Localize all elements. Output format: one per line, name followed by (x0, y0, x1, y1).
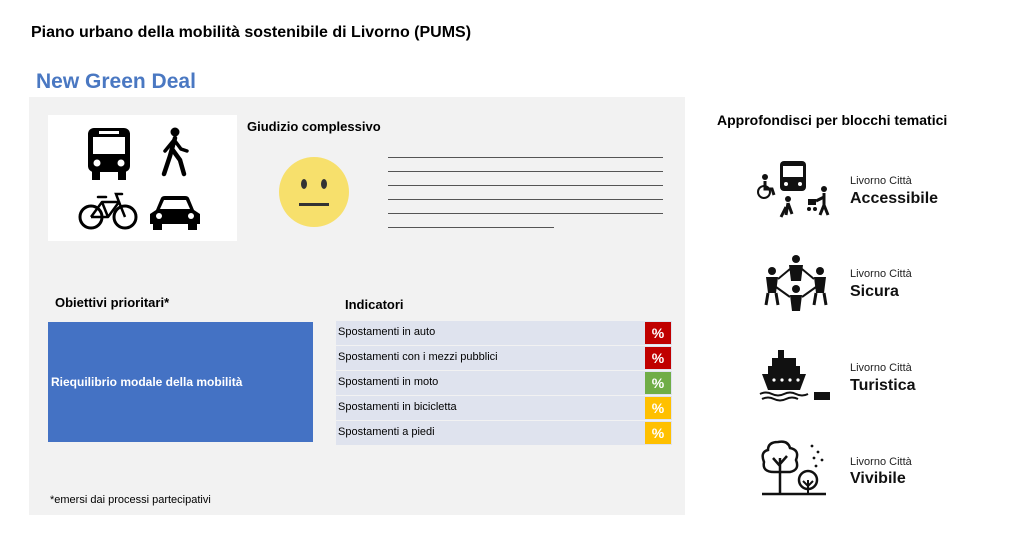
comment-line (388, 213, 663, 214)
indicator-badge: % (645, 397, 671, 419)
indicator-row (336, 371, 672, 395)
indicator-row (336, 396, 672, 420)
car-icon (148, 193, 202, 231)
theme-title[interactable]: Turistica (850, 377, 916, 394)
cruise-ship-icon[interactable] (756, 344, 836, 408)
indicator-label: Spostamenti in auto (338, 326, 436, 338)
indicator-badge: % (645, 372, 671, 394)
bicycle-icon (78, 191, 138, 231)
bus-icon (86, 127, 132, 181)
indicator-label: Spostamenti in bicicletta (338, 401, 457, 413)
theme-title[interactable]: Sicura (850, 283, 899, 300)
comment-line (388, 157, 663, 158)
thematic-blocks-title: Approfondisci per blocchi tematici (717, 112, 948, 128)
theme-small-label: Livorno Città (850, 175, 912, 187)
indicator-label: Spostamenti in moto (338, 376, 439, 388)
trees-icon[interactable] (756, 436, 836, 500)
indicator-row (336, 321, 672, 345)
overall-judgement-label: Giudizio complessivo (247, 119, 381, 134)
transport-icons-box (48, 115, 237, 241)
theme-small-label: Livorno Città (850, 456, 912, 468)
indicators-label: Indicatori (345, 297, 404, 312)
theme-small-label: Livorno Città (850, 362, 912, 374)
section-heading: New Green Deal (36, 70, 196, 93)
people-circle-icon[interactable] (756, 253, 836, 317)
accessibility-icon[interactable] (756, 157, 836, 221)
priority-goal-text: Riequilibrio modale della mobilità (51, 375, 243, 389)
theme-title[interactable]: Accessibile (850, 190, 939, 207)
indicator-label: Spostamenti a piedi (338, 426, 435, 438)
indicator-label: Spostamenti con i mezzi pubblici (338, 351, 498, 363)
theme-title[interactable]: Vivibile (850, 470, 906, 487)
indicator-row (336, 346, 672, 370)
indicator-badge: % (645, 422, 671, 444)
comment-line (388, 227, 554, 228)
indicator-badge: % (645, 347, 671, 369)
pedestrian-icon (158, 127, 190, 177)
comment-line (388, 185, 663, 186)
indicator-badge: % (645, 322, 671, 344)
comment-line (388, 199, 663, 200)
document-title: Piano urbano della mobilità sostenibile di Livorno (PUMS) (31, 24, 472, 41)
priority-goal-box (48, 322, 313, 442)
neutral-face-icon (278, 156, 350, 228)
comment-line (388, 171, 663, 172)
footnote: *emersi dai processi partecipativi (50, 494, 211, 506)
theme-small-label: Livorno Città (850, 268, 912, 280)
indicator-row (336, 421, 672, 445)
priority-goals-label: Obiettivi prioritari* (55, 295, 170, 310)
